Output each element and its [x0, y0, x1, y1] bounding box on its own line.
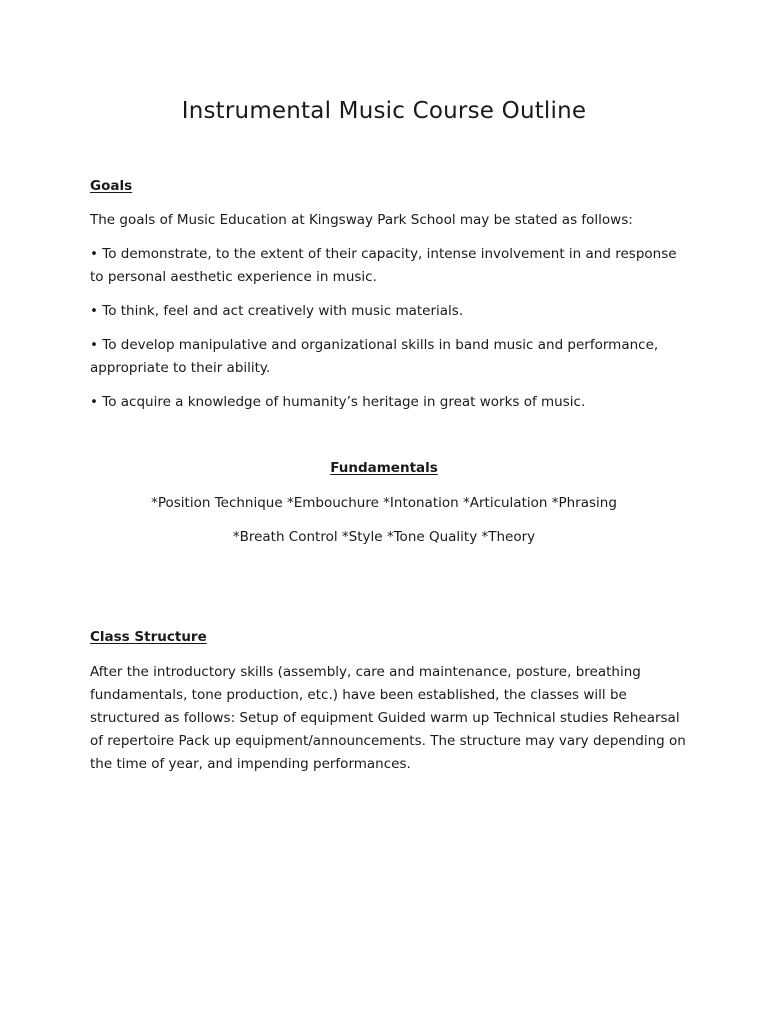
- fundamentals-heading: Fundamentals: [330, 460, 438, 476]
- goal-item-3: • To develop manipulative and organizational skills in band music and performance, appropriate to their ability.: [90, 337, 659, 376]
- goals-intro: The goals of Music Education at Kingsway Park School may be stated as follows:: [90, 212, 633, 228]
- goal-item-2: • To think, feel and act creatively with music materials.: [90, 303, 464, 319]
- page-title: Instrumental Music Course Outline: [181, 98, 587, 124]
- fundamentals-line-2: *Breath Control *Style *Tone Quality *Theory: [232, 529, 536, 545]
- goal-item-1: • To demonstrate, to the extent of their capacity, intense involvement in and response to personal aesthetic experience in music.: [90, 246, 677, 285]
- goals-heading: Goals: [90, 178, 133, 194]
- class-structure-body: After the introductory skills (assembly, care and maintenance, posture, breathing fundamentals, tone production, etc.) have been established, the classes will be structured as follows: Setup of equipment Guided warm up Technical studies Rehearsal of repertoire Pack up equipment/announcements. The structure may vary depending on the time of year, and impending performances.: [90, 664, 686, 772]
- goal-item-4: • To acquire a knowledge of humanity’s heritage in great works of music.: [90, 394, 586, 410]
- class-structure-heading: Class Structure: [90, 629, 207, 645]
- fundamentals-line-1: *Position Technique *Embouchure *Intonation *Articulation *Phrasing: [151, 495, 617, 511]
